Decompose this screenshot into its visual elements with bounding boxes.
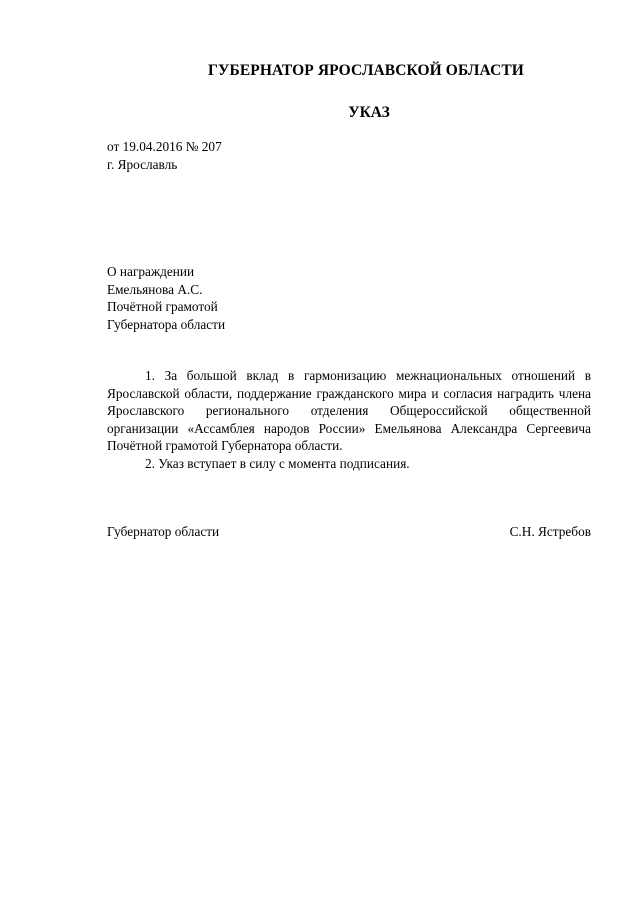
body-paragraph: 1. За большой вклад в гармонизацию межнациональных отношений в Ярославской области, поддержание гражданского мира и согласия наградить члена Ярославского регионального отделения Общероссийской общественной организации «Ассамблея народов России» Емельянова Александра Сергеевича Почётной грамотой Губернатора области. (107, 368, 591, 453)
signatory-role: Губернатор области (107, 524, 220, 539)
signatory-name: С.Н. Ястребов (509, 524, 591, 539)
subject-line: Губернатора области (107, 316, 226, 332)
subject-line: Емельянова А.С. (107, 281, 203, 297)
date-number: от 19.04.2016 № 207 (107, 139, 222, 154)
document-body (107, 367, 591, 472)
issuer-title: ГУБЕРНАТОР ЯРОСЛАВСКОЙ ОБЛАСТИ (208, 62, 524, 79)
document-meta (107, 138, 222, 173)
document-type: УКАЗ (348, 104, 390, 121)
city: г. Ярославль (107, 156, 178, 172)
subject-line: Почётной грамотой (107, 299, 218, 314)
body-paragraph: 2. Указ вступает в силу с момента подписания. (145, 455, 410, 471)
subject-line: О награждении (107, 264, 195, 279)
document-subject (107, 263, 225, 333)
